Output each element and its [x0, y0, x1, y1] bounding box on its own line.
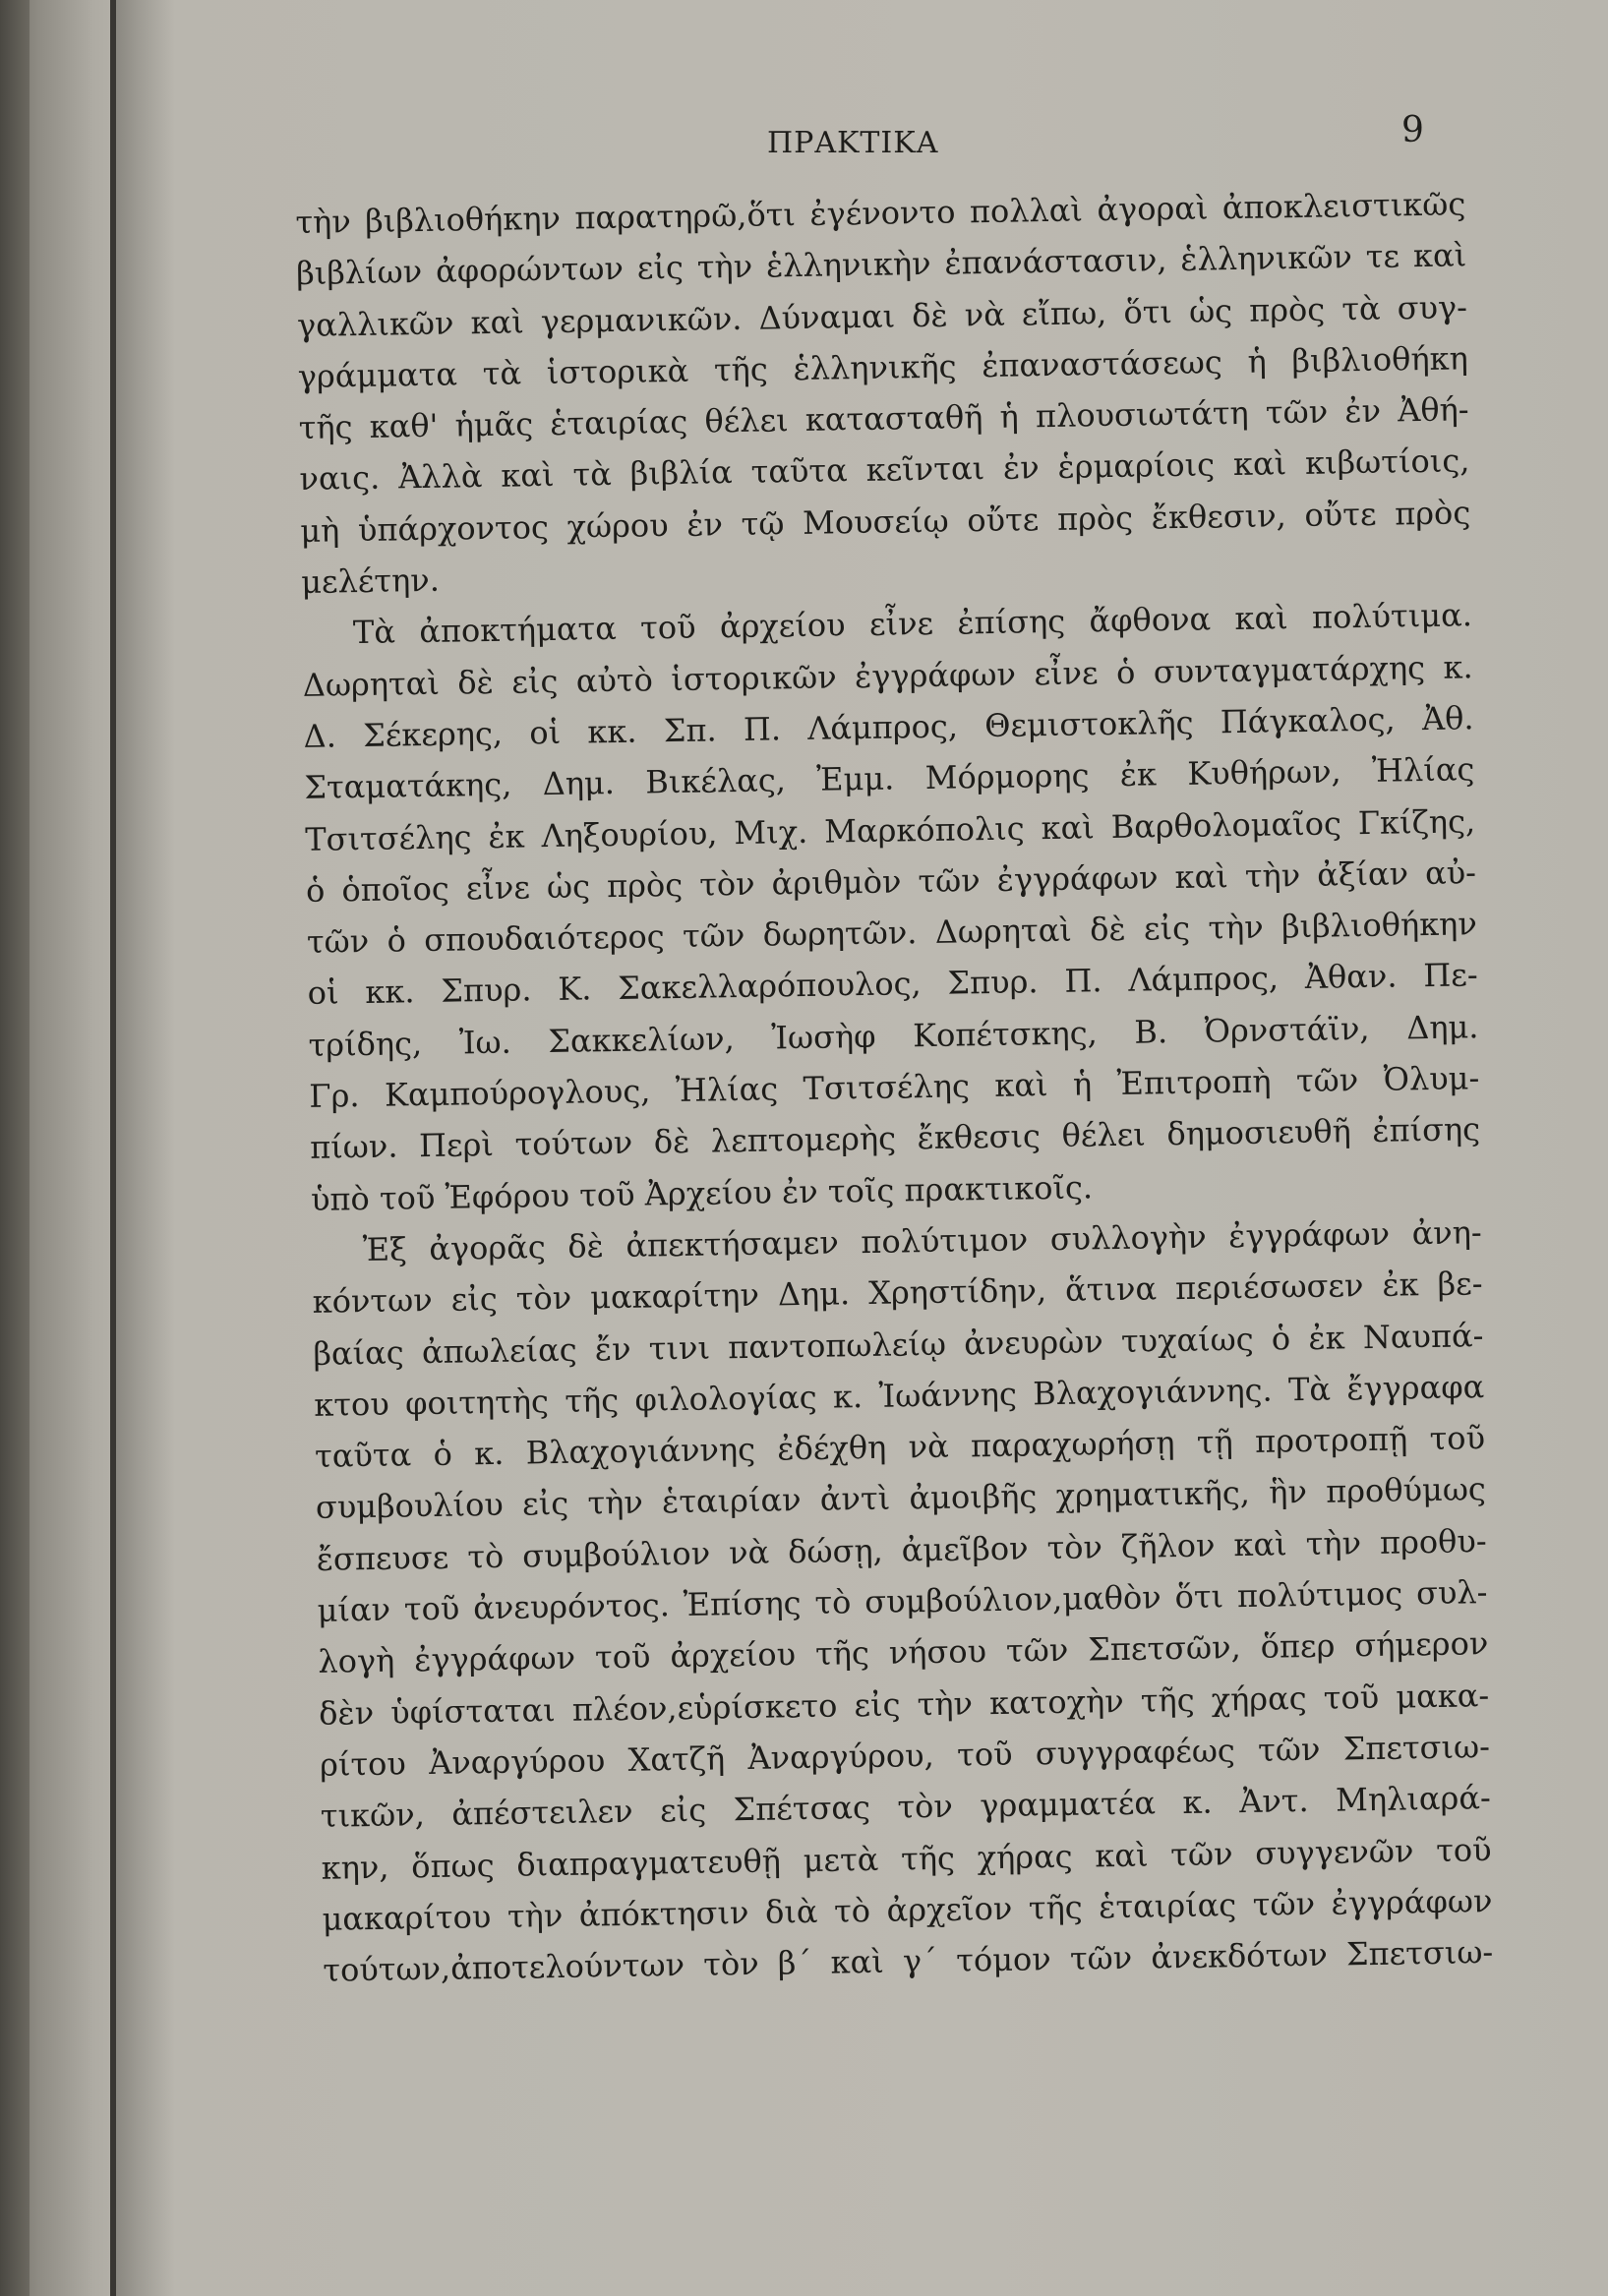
text-line: τῶν ὁ σπουδαιότερος τῶν δωρητῶν. Δωρηταὶ δὲ εἰς τὴν βιβλιοθήκην [306, 905, 1478, 962]
text-line: βαίας ἀπωλείας ἔν τινι παντοπωλείῳ ἀνευρὼν τυχαίως ὁ ἐκ Ναυπά- [313, 1316, 1484, 1373]
text-line: μελέτην. [300, 560, 441, 602]
text-line: κόντων εἰς τὸν μακαρίτην Δημ. Χρηστίδην, ἅτινα περιέσωσεν ἐκ βε- [312, 1265, 1483, 1322]
text-line: βιβλίων ἀφορώντων εἰς τὴν ἑλληνικὴν ἐπανάστασιν, ἑλληνικῶν τε καὶ [295, 236, 1467, 293]
text-line: Τσιτσέλης ἐκ Ληξουρίου, Μιχ. Μαρκόπολις καὶ Βαρθολομαῖος Γκίζης, [304, 801, 1476, 858]
text-line: τικῶν, ἀπέστειλεν εἰς Σπέτσας τὸν γραμματέα κ. Ἀντ. Μηλιαρά- [320, 1779, 1492, 1835]
text-line: ὁ ὁποῖος εἶνε ὡς πρὸς τὸν ἀριθμὸν τῶν ἐγγράφων καὶ τὴν ἀξίαν αὐ- [305, 854, 1477, 910]
text-line: ρίτου Ἀναργύρου Χατζῆ Ἀναργύρου, τοῦ συγγραφέως τῶν Σπετσιω- [319, 1728, 1491, 1784]
text-line: Σταματάκης, Δημ. Βικέλας, Ἐμμ. Μόρμορης ἐκ Κυθήρων, Ἠλίας [304, 750, 1475, 807]
text-line: κην, ὅπως διαπραγματευθῇ μετὰ τῆς χήρας καὶ τῶν συγγενῶν τοῦ [321, 1830, 1492, 1887]
body-text [295, 178, 1494, 1996]
text-line: μίαν τοῦ ἀνευρόντος. Ἐπίσης τὸ συμβούλιον,μαθὸν ὅτι πολύτιμος συλ- [317, 1573, 1488, 1629]
running-title: ΠΡΑΚΤΙΚΑ [767, 126, 939, 160]
text-line: Γρ. Καμπούρογλους, Ἠλίας Τσιτσέλης καὶ ἡ Ἐπιτροπὴ τῶν Ὀλυμ- [309, 1059, 1480, 1115]
text-line: μακαρίτου τὴν ἀπόκτησιν διὰ τὸ ἀρχεῖον τῆς ἑταιρίας τῶν ἐγγράφων [322, 1881, 1493, 1938]
text-line: δὲν ὑφίσταται πλέον,εὑρίσκετο εἰς τὴν κατοχὴν τῆς χήρας τοῦ μακα- [318, 1676, 1490, 1733]
text-line: ἔσπευσε τὸ συμβούλιον νὰ δώσῃ, ἀμεῖβον τὸν ζῆλον καὶ τὴν προθυ- [316, 1521, 1487, 1578]
text-line: Δωρηταὶ δὲ εἰς αὐτὸ ἱστορικῶν ἐγγράφων εἶνε ὁ συνταγματάρχης κ. [302, 647, 1473, 704]
text-line: λογὴ ἐγγράφων τοῦ ἀρχείου τῆς νήσου τῶν Σπετσῶν, ὅπερ σήμερον [318, 1624, 1489, 1681]
text-line: τούτων,ἀποτελούντων τὸν β΄ καὶ γ΄ τόμον τῶν ἀνεκδότων Σπετσιω- [323, 1933, 1494, 1989]
text-line: ὑπὸ τοῦ Ἐφόρου τοῦ Ἀρχείου ἐν τοῖς πρακτικοῖς. [310, 1168, 1094, 1218]
text-line: συμβουλίου εἰς τὴν ἑταιρίαν ἀντὶ ἀμοιβῆς χρηματικῆς, ἣν προθύμως [315, 1470, 1487, 1527]
text-line: Τὰ ἀποκτήματα τοῦ ἀρχείου εἶνε ἐπίσης ἄφθονα καὶ πολύτιμα. [352, 596, 1473, 652]
text-line: Δ. Σέκερης, οἱ κκ. Σπ. Π. Λάμπρος, Θεμιστοκλῆς Πάγκαλος, Ἀθ. [303, 699, 1474, 755]
gutter-shadow [116, 0, 175, 2296]
text-line: μὴ ὑπάρχοντος χώρου ἐν τῷ Μουσείῳ οὔτε πρὸς ἔκθεσιν, οὔτε πρὸς [300, 494, 1471, 550]
text-line: πίων. Περὶ τούτων δὲ λεπτομερὴς ἔκθεσις θέλει δημοσιευθῆ ἐπίσης [309, 1110, 1481, 1167]
text-line: γράμματα τὰ ἱστορικὰ τῆς ἑλληνικῆς ἐπαναστάσεως ἡ βιβλιοθήκη [297, 339, 1469, 395]
text-line: ναις. Ἀλλὰ καὶ τὰ βιβλία ταῦτα κεῖνται ἐν ἑρμαρίοις καὶ κιβωτίοις, [299, 442, 1470, 499]
text-line: οἱ κκ. Σπυρ. Κ. Σακελλαρόπουλος, Σπυρ. Π. Λάμπρος, Ἀθαν. Πε- [307, 956, 1478, 1013]
text-line: Ἐξ ἀγορᾶς δὲ ἀπεκτήσαμεν πολύτιμον συλλογὴν ἐγγράφων ἀνη- [362, 1213, 1482, 1268]
text-line: ταῦτα ὁ κ. Βλαχογιάννης ἐδέχθη νὰ παραχωρήσῃ τῇ προτροπῇ τοῦ [314, 1419, 1486, 1475]
text-line: γαλλικῶν καὶ γερμανικῶν. Δύναμαι δὲ νὰ εἴπω, ὅτι ὡς πρὸς τὰ συγ- [296, 287, 1468, 344]
text-line: τὴν βιβλιοθήκην παρατηρῶ,ὅτι ἐγένοντο πολλαὶ ἀγοραὶ ἀποκλειστικῶς [295, 185, 1466, 241]
text-line: τῆς καθ' ἡμᾶς ἑταιρίας θέλει κατασταθῆ ἡ πλουσιωτάτη τῶν ἐν Ἀθή- [298, 390, 1469, 447]
book-spine-shadow [0, 0, 30, 2296]
text-line: κτου φοιτητὴς τῆς φιλολογίας κ. Ἰωάννης Βλαχογιάννης. Τὰ ἔγγραφα [314, 1367, 1485, 1424]
page-number: 9 [1401, 110, 1424, 150]
text-line: τρίδης, Ἰω. Σακκελίων, Ἰωσὴφ Κοπέτσκης, Β. Ὀρνστάϊν, Δημ. [308, 1007, 1479, 1064]
